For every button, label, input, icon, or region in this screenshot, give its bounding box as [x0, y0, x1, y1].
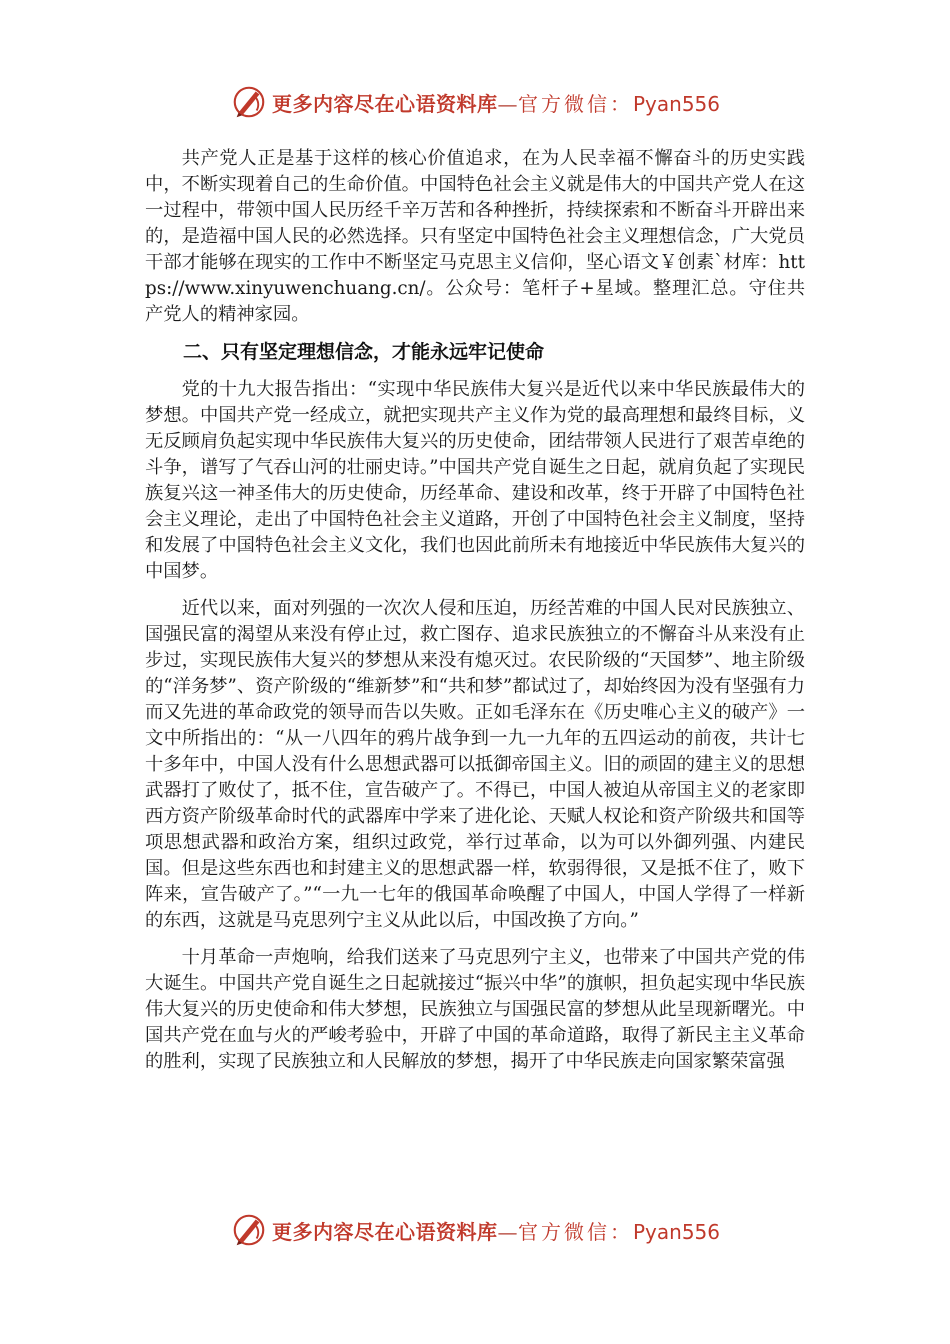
paragraph-3: 近代以来，面对列强的一次次人侵和压迫，历经苦难的中国人民对民族独立、国强民富的渴望从来没有停止过，救亡图存、追求民族独立的不懈奋斗从来没有止步过，实现民族伟大复兴的梦想从来没有熄灭过。农民阶级的“天国梦”、地主阶级的“洋务梦”、资产阶级的“维新梦”和“共和梦”都试过了，却始终因为没有坚强有力而又先进的革命政党的领导而告以失败。正如毛泽东在《历史唯心主义的破产》一文中所指出的：“从一八四年的鸦片战争到一九一九年的五四运动的前夜，共计七十多年中，中国人没有什么思想武器可以抵御帝国主义。旧的顽固的建主义的思想武器打了败仗了，抵不住，宣告破产了。不得已，中国人被迫从帝国主义的老家即西方资产阶级革命时代的武器库中学来了进化论、天赋人权论和资产阶级共和国等项思想武器和政治方案，组织过政党，举行过革命，以为可以外御列强、内建民国。但是这些东西也和封建主义的思想武器一样，软弱得很，又是抵不住了，败下阵来，宣告破产了。”“一九一七年的俄国革命唤醒了中国人，中国人学得了一样新的东西，这就是马克思列宁主义从此以后，中国改换了方向。”	[145, 598, 805, 931]
document-body	[145, 146, 805, 1086]
paragraph-1: 共产党人正是基于这样的核心价值追求，在为人民幸福不懈奋斗的历史实践中，不断实现着自己的生命价值。中国特色社会主义就是伟大的中国共产党人在这一过程中，带领中国人民历经千辛万苦和各种挫折，持续探索和不断奋斗开辟出来的，是造福中国人民的必然选择。只有坚定中国特色社会主义理想信念，广大党员干部才能够在现实的工作中不断坚定马克思主义信仰，坚心语文￥创素`材库：https://www.xinyuwenchuang.cn/。公众号：笔杆子+星域。整理汇总。守住共产党人的精神家园。	[145, 148, 805, 325]
header-banner	[0, 82, 950, 122]
section-heading: 二、只有坚定理想信念，才能永远牢记使命	[183, 341, 545, 363]
banner-text: 更多内容尽在心语资料库—官方微信：Pyan556	[271, 1219, 720, 1244]
footer-banner	[0, 1210, 950, 1250]
pen-logo-icon	[230, 83, 268, 121]
pen-logo-icon	[230, 1211, 268, 1249]
banner-text: 更多内容尽在心语资料库—官方微信：Pyan556	[271, 91, 720, 116]
paragraph-4: 十月革命一声炮响，给我们送来了马克思列宁主义，也带来了中国共产党的伟大诞生。中国共产党自诞生之日起就接过“振兴中华”的旗帜，担负起实现中华民族伟大复兴的历史使命和伟大梦想，民族独立与国强民富的梦想从此呈现新曙光。中国共产党在血与火的严峻考验中，开辟了中国的革命道路，取得了新民主主义革命的胜利，实现了民族独立和人民解放的梦想，揭开了中华民族走向国家繁荣富强	[145, 947, 805, 1072]
paragraph-2: 党的十九大报告指出：“实现中华民族伟大复兴是近代以来中华民族最伟大的梦想。中国共产党一经成立，就把实现共产主义作为党的最高理想和最终目标，义无反顾肩负起实现中华民族伟大复兴的历史使命，团结带领人民进行了艰苦卓绝的斗争，谱写了气吞山河的壮丽史诗。”中国共产党自诞生之日起，就肩负起了实现民族复兴这一神圣伟大的历史使命，历经革命、建设和改革，终于开辟了中国特色社会主义理论，走出了中国特色社会主义道路，开创了中国特色社会主义制度，坚持和发展了中国特色社会主义文化，我们也因此前所未有地接近中华民族伟大复兴的中国梦。	[145, 379, 805, 582]
